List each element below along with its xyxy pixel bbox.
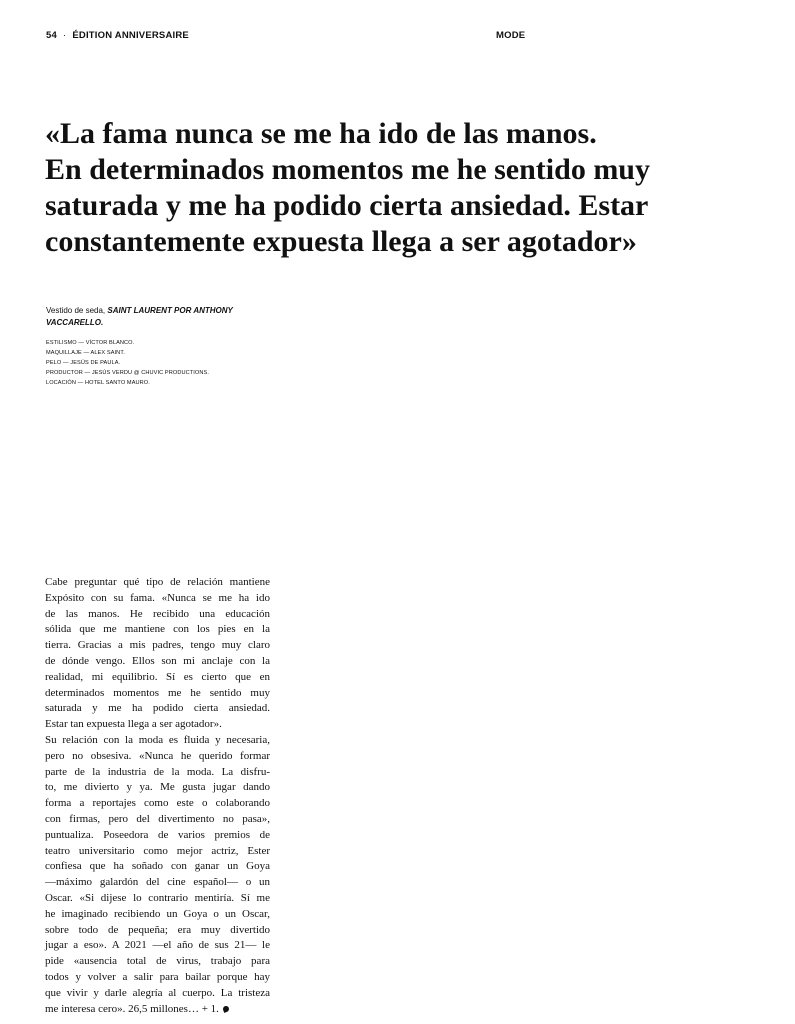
folio-separator: · [62,30,67,41]
page-number: 54 [46,30,57,41]
pull-quote-line: En determinados momentos me he sentido muy [45,153,650,186]
body-line: Su relación con la moda es fluida y necesaria, [45,733,270,746]
body-line: de las manos. He recibido una educación [45,607,270,620]
body-line: Estar tan expuesta llega a ser agotador». [45,718,222,731]
body-line: jugar a eso». A 2021 —el año de sus 21— le [45,939,270,952]
edition-label: ÉDITION ANNIVERSAIRE [72,30,189,41]
body-line: de dónde vengo. Ellos son mi anclaje con la [45,654,270,667]
body-line: sobre todo de pequeña; era muy divertido [45,923,270,936]
staff-credits [46,338,276,388]
pull-quote-line: «La fama nunca se me ha ido de las manos. [45,117,597,150]
body-line: parte de la industria de la moda. La disfru- [45,765,270,778]
body-line: Oscar. «Si dijese lo contrario mentiría. Sí me [45,891,270,904]
body-line: sólida que me mantiene con los pies en la [45,623,270,636]
body-line: que vivir y darle alegría al cuerpo. La tristeza [45,986,270,999]
body-line-final [45,1002,270,1018]
body-line: todos y volver a salir para bailar porque hay [45,970,270,983]
staff-credit-location: LOCACIÓN — HOTEL SANTO MAURO. [46,380,150,386]
folio [46,30,189,41]
body-line: teatro universitario como mejor actriz, Ester [45,844,270,857]
body-line: saturada y me ha podido cierta ansiedad. [45,702,270,715]
body-line: to, me divierto y ya. Me gusta jugar dando [45,781,270,794]
staff-credit-styling: ESTILISMO — VÍCTOR BLANCO. [46,340,135,346]
end-mark-icon [222,1005,230,1013]
body-line: determinados momentos me he sentido muy [45,686,270,699]
staff-credit-makeup: MAQUILLAJE — ALEX SAINT. [46,350,125,356]
pull-quote-line: constantemente expuesta llega a ser agotador» [45,225,637,258]
wardrobe-caption [46,305,276,329]
body-line: confiesa que ha soñado con ganar un Goya [45,860,270,873]
photo-credits [46,305,276,388]
body-line: con firmas, pero del divertimento no pasa», [45,812,270,825]
body-line: realidad, mi equilibrio. Sí es cierto que en [45,670,270,683]
staff-credit-hair: PELO — JESÚS DE PAULA. [46,360,121,366]
section-label: MODE [496,30,526,41]
pull-quote-line: saturada y me ha podido cierta ansiedad. Estar [45,189,649,222]
page-header [46,30,749,46]
body-line: forma a reportajes como este o colaborando [45,797,270,810]
caption-text: Vestido de seda, [46,306,108,315]
body-line: he imaginado recibiendo un Goya o un Oscar, [45,907,270,920]
body-line: tierra. Gracias a mis padres, tengo muy claro [45,639,270,652]
caption-brand: SAINT LAURENT POR ANTHONY VACCARELLO. [46,306,233,327]
body-line-final-text: me interesa cero». 26,5 millones… + 1. [45,1002,219,1015]
body-line: Cabe preguntar qué tipo de relación mantiene [45,576,270,588]
body-line: —máximo galardón del cine español— o un [45,876,270,889]
body-line: Expósito con su fama. «Nunca se me ha ido [45,591,270,604]
body-line: pide «ausencia total de virus, trabajo para [45,955,270,968]
staff-credit-producer: PRODUCTOR — JESÚS VERDU @ CHUVIC PRODUCTIONS. [46,370,209,376]
body-line: puntualiza. Poseedora de varios premios de [45,828,270,841]
article-body [45,575,270,1017]
pull-quote [45,116,745,260]
body-line: pero no obsesiva. «Nunca he querido formar [45,749,270,762]
